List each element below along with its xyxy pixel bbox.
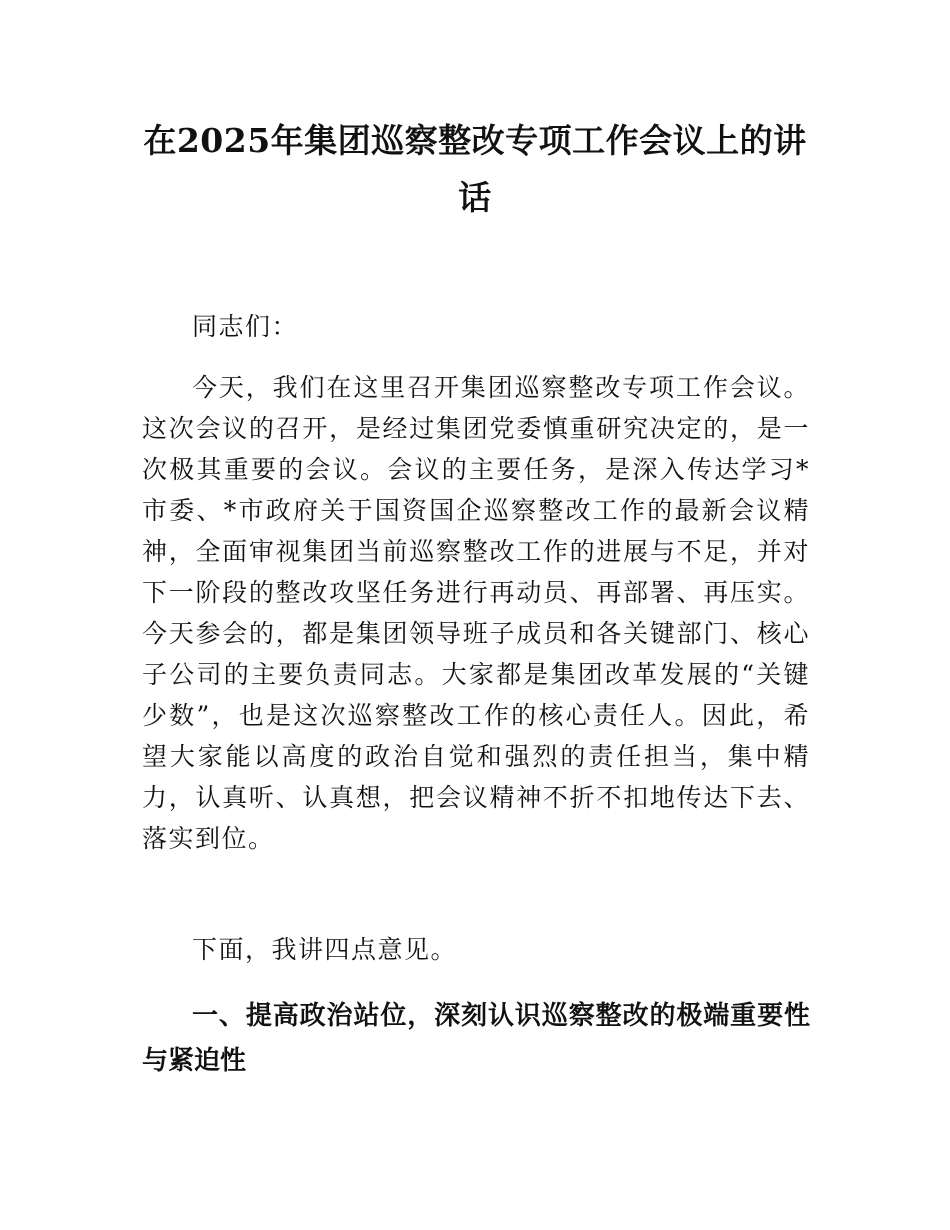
- paragraph-opening: 今天，我们在这里召开集团巡察整改专项工作会议。这次会议的召开，是经过集团党委慎重研究决定的，是一次极其重要的会议。会议的主要任务，是深入传达学习*市委、*市政府关于国资国企巡察整改工作的最新会议精神，全面审视集团当前巡察整改工作的进展与不足，并对下一阶段的整改攻坚任务进行再动员、再部署、再压实。今天参会的，都是集团领导班子成员和各关键部门、核心子公司的主要负责同志。大家都是集团改革发展的“关键少数”，也是这次巡察整改工作的核心责任人。因此，希望大家能以高度的政治自觉和强烈的责任担当，集中精力，认真听、认真想，把会议精神不折不扣地传达下去、落实到位。: [142, 373, 810, 853]
- section-heading-1: 一、提高政治站位，深刻认识巡察整改的极端重要性与紧迫性: [142, 1001, 810, 1076]
- document-title: 在2025年集团巡察整改专项工作会议上的讲话: [143, 121, 807, 217]
- salutation: 同志们：: [192, 312, 299, 341]
- paragraph-outline: 下面，我讲四点意见。: [192, 935, 458, 964]
